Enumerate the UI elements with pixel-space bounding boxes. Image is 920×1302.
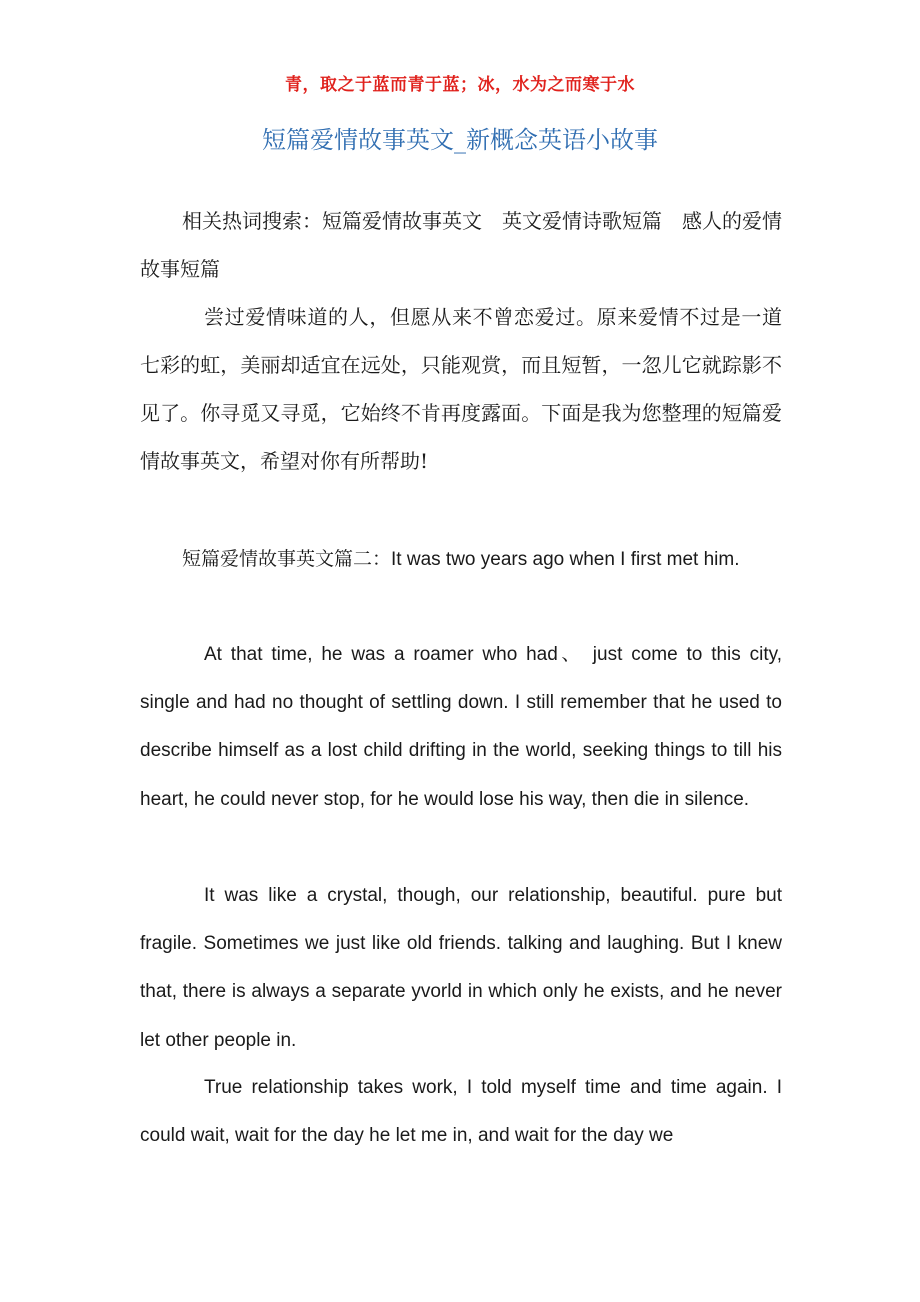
header-motto: 青，取之于蓝而青于蓝；冰，水为之而寒于水 [285,75,635,95]
intro-paragraph: 尝过爱情味道的人，但愿从来不曾恋爱过。原来爱情不过是一道七彩的虹，美丽却适宜在远处，只能观赏，而且短暂，一忽儿它就踪影不见了。你寻觅又寻觅，它始终不肯再度露面。下面是我为您整理的短篇爱情故事英文，希望对你有所帮助! [140,305,782,473]
story-paragraph: It was like a crystal, though, our relationship, beautiful. pure but fragile. Sometimes we just like old friends. talking and laughing. But I knew that, there is always a separate yvorld in which only he exists, and he never let other people in. [140,885,782,1051]
story-lead: 短篇爱情故事英文篇二： [182,548,392,570]
page-title: 短篇爱情故事英文_新概念英语小故事 [262,126,658,154]
story-paragraph: At that time, he was a roamer who had、 just come to this city, single and had no thought of settling down. I still remember that he used to describe himself as a lost child drifting in the world, seeking things to till his heart, he could never stop, for he would lose his way, then die in silence. [140,644,782,810]
story-first-sentence: It was two years ago when I first met him. [391,549,740,570]
hot-search-paragraph: 相关热词搜索：短篇爱情故事英文 英文爱情诗歌短篇 感人的爱情故事短篇 [140,209,782,281]
story-paragraph: True relationship takes work, I told myself time and time again. I could wait, wait for the day he let me in, and wait for the day we [140,1077,782,1147]
story-first-paragraph [140,535,782,584]
